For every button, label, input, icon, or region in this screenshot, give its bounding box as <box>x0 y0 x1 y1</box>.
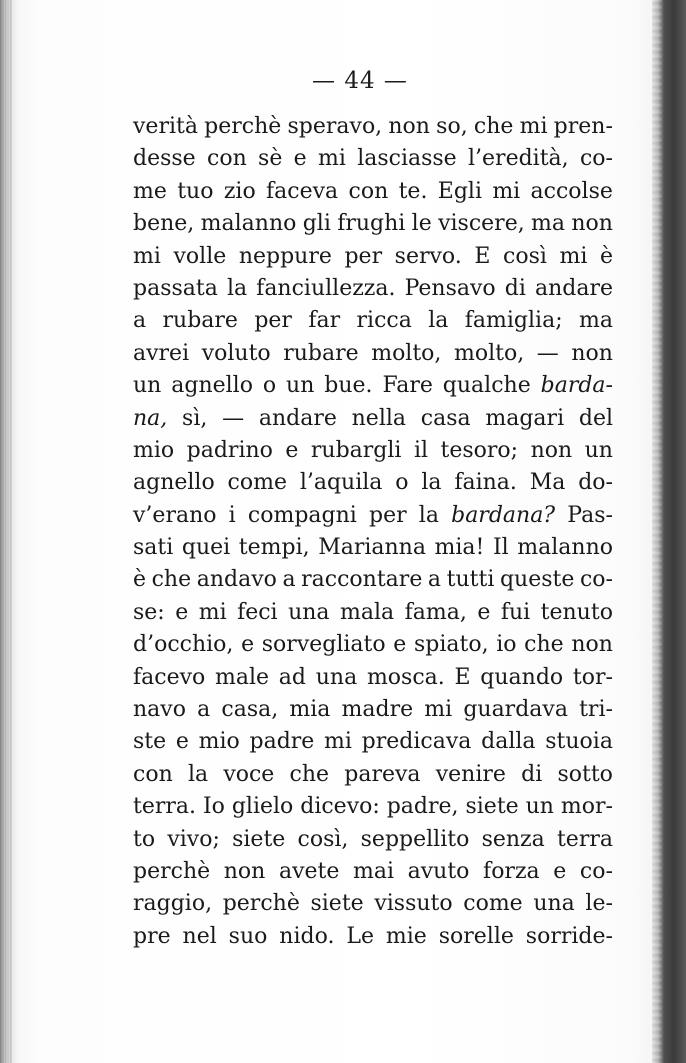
text-line <box>133 726 613 758</box>
word: che <box>151 567 192 593</box>
word: stuoia <box>545 729 613 755</box>
word: un <box>133 373 162 399</box>
word: mia! <box>434 535 485 561</box>
word: Io <box>202 794 225 820</box>
word: tesoro; <box>440 437 519 463</box>
word: Ma <box>529 470 566 496</box>
word: do- <box>578 470 613 496</box>
word: passata <box>133 275 218 301</box>
word: e <box>241 632 255 658</box>
word: terra <box>556 826 613 852</box>
text-line <box>133 759 613 791</box>
word: raccontare <box>301 567 423 593</box>
word: quando <box>480 664 564 690</box>
word: accolse <box>530 178 613 204</box>
word: co- <box>579 146 613 172</box>
text-line <box>133 208 613 240</box>
word: navo <box>133 697 186 723</box>
word: un <box>584 437 613 463</box>
word: è <box>133 567 147 593</box>
text-line <box>133 662 613 694</box>
text-line <box>133 500 613 532</box>
word: mi <box>424 697 453 723</box>
word: ricca <box>356 308 412 334</box>
word: viscere, <box>438 211 525 237</box>
word: forza <box>483 858 540 884</box>
word: Le <box>346 923 374 949</box>
word: Pas- <box>567 502 613 528</box>
word: una <box>288 599 330 625</box>
word: zio <box>223 178 256 204</box>
word: e <box>285 437 299 463</box>
word: far <box>308 308 341 334</box>
word: se: <box>133 599 165 625</box>
word: tenuto <box>540 599 613 625</box>
word: e <box>553 858 567 884</box>
word: mie <box>385 923 427 949</box>
word: non <box>571 340 613 366</box>
word: E <box>474 243 491 269</box>
word: tuo <box>177 178 214 204</box>
word: casa <box>420 405 471 431</box>
word: sorride- <box>525 923 613 949</box>
word: glielo <box>231 794 294 820</box>
word: malanno <box>200 211 297 237</box>
word: io <box>496 632 517 658</box>
word: sati <box>133 535 174 561</box>
text-line <box>133 824 613 856</box>
word: desse <box>133 146 196 172</box>
word: così <box>503 243 547 269</box>
word: gli <box>302 211 331 237</box>
text-line <box>133 564 613 596</box>
word: siete <box>310 891 364 917</box>
word: perchè <box>133 858 211 884</box>
page-number: — 44 — <box>312 68 408 94</box>
word: una <box>533 891 575 917</box>
word: e <box>477 599 491 625</box>
word: suo <box>228 923 268 949</box>
word: fui <box>500 599 531 625</box>
word: nido. <box>279 923 335 949</box>
word: malanno <box>517 535 613 561</box>
word: e <box>175 599 189 625</box>
word: agnello <box>133 470 215 496</box>
text-line <box>133 532 613 564</box>
word: mi <box>492 178 521 204</box>
word: so, <box>436 114 468 139</box>
text-line <box>133 143 613 175</box>
word: tri- <box>579 697 613 723</box>
word: faceva <box>266 178 339 204</box>
word: — <box>222 405 245 431</box>
word: o <box>262 373 277 399</box>
word: non <box>530 437 573 463</box>
word: o <box>395 470 409 496</box>
word: nel <box>182 923 217 949</box>
word: compagni <box>247 502 357 528</box>
word: voluto <box>201 340 271 366</box>
word: avuto <box>407 858 470 884</box>
word: te. <box>398 178 428 204</box>
word: qualche <box>442 373 531 399</box>
word: non <box>571 211 613 237</box>
word: avete <box>278 858 340 884</box>
word: le <box>411 211 432 237</box>
word: co- <box>579 858 613 884</box>
word: na, <box>133 405 168 431</box>
word: mala <box>340 599 395 625</box>
word: raggio, <box>133 891 213 917</box>
word: è <box>599 243 613 269</box>
word: di <box>521 761 543 787</box>
word: feci <box>237 599 278 625</box>
word: che <box>289 761 330 787</box>
word: ma <box>579 308 613 334</box>
word: bue. <box>324 373 373 399</box>
word: mi <box>198 599 227 625</box>
word: venire <box>435 761 506 787</box>
text-line <box>133 111 613 143</box>
word: bene, <box>133 211 195 237</box>
word: con <box>133 761 173 787</box>
book-spine-edge <box>652 0 686 1063</box>
word: siete <box>465 794 519 820</box>
word: dalla <box>481 729 536 755</box>
word: mio <box>133 437 175 463</box>
word: predicava <box>361 729 472 755</box>
word: — <box>536 340 559 366</box>
word: e <box>293 146 307 172</box>
word: mi <box>559 243 588 269</box>
word: e <box>393 632 407 658</box>
word: Egli <box>437 178 482 204</box>
text-line <box>133 791 613 823</box>
word: ma <box>531 211 566 237</box>
word: la <box>187 761 209 787</box>
text-line <box>133 403 613 435</box>
word: padrino <box>186 437 273 463</box>
word: di <box>504 275 526 301</box>
word: queste <box>499 567 575 593</box>
word: d’occhio, <box>133 632 234 658</box>
word: fanciullezza. <box>256 275 396 301</box>
word: faina. <box>454 470 517 496</box>
word: barda- <box>540 373 613 399</box>
text-line <box>133 370 613 402</box>
word: a <box>282 567 296 593</box>
word: rubare <box>162 308 238 334</box>
text-line <box>133 694 613 726</box>
word: agnello <box>171 373 253 399</box>
word: un <box>525 794 554 820</box>
word: terra. <box>133 794 197 820</box>
word: tor- <box>572 664 613 690</box>
word: le- <box>585 891 613 917</box>
word: per <box>368 502 407 528</box>
word: sotto <box>557 761 613 787</box>
word: a <box>427 567 442 593</box>
word: un <box>286 373 315 399</box>
text-line <box>133 273 613 305</box>
word: padre, <box>386 794 459 820</box>
word: nella <box>351 405 407 431</box>
word: frughi <box>337 211 406 237</box>
word: guardava <box>463 697 568 723</box>
word: mi <box>324 729 352 755</box>
word: v’erano <box>133 502 217 528</box>
word: fama, <box>404 599 467 625</box>
text-line <box>133 241 613 273</box>
word: sorelle <box>438 923 514 949</box>
word: magari <box>485 405 565 431</box>
word: molto, <box>454 340 525 366</box>
word: mai <box>353 858 395 884</box>
word: Fare <box>382 373 433 399</box>
word: Il <box>492 535 509 561</box>
word: perchè <box>222 891 300 917</box>
word: madre <box>341 697 414 723</box>
word: lasciasse <box>357 146 457 172</box>
word: mi <box>133 243 161 269</box>
word: andare <box>258 405 337 431</box>
word: una <box>315 664 358 690</box>
word: rubargli <box>310 437 402 463</box>
word: con <box>348 178 389 204</box>
word: voce <box>223 761 275 787</box>
word: i <box>228 502 236 528</box>
page-gutter-shadow <box>0 0 12 1063</box>
word: siete <box>232 826 286 852</box>
word: senza <box>481 826 545 852</box>
text-line <box>133 921 613 953</box>
word: come <box>463 891 523 917</box>
word: mor- <box>560 794 613 820</box>
text-line <box>133 888 613 920</box>
word: tempi, <box>238 535 310 561</box>
word: e <box>175 729 189 755</box>
word: rubare <box>283 340 359 366</box>
word: a <box>133 308 147 334</box>
word: mosca. <box>366 664 445 690</box>
word: seppellito <box>360 826 470 852</box>
word: co- <box>579 567 613 593</box>
word: Marianna <box>318 535 426 561</box>
word: non <box>571 632 613 658</box>
word: volle <box>173 243 227 269</box>
text-line <box>133 856 613 888</box>
word: facevo <box>133 664 206 690</box>
text-line <box>133 435 613 467</box>
word: mi <box>519 114 548 139</box>
text-line <box>133 176 613 208</box>
word: ste <box>133 729 167 755</box>
word: quei <box>181 535 231 561</box>
word: andare <box>534 275 613 301</box>
word: la <box>226 275 248 301</box>
text-line <box>133 629 613 661</box>
word: a <box>197 697 211 723</box>
word: con <box>207 146 247 172</box>
word: che <box>473 114 514 139</box>
word: non <box>223 858 266 884</box>
word: per <box>344 243 383 269</box>
word: servo. <box>394 243 462 269</box>
word: l’aquila <box>299 470 383 496</box>
word: Pensavo <box>404 275 496 301</box>
word: dicevo: <box>300 794 380 820</box>
word: perchè <box>204 114 282 139</box>
word: sì, <box>182 405 208 431</box>
word: per <box>254 308 292 334</box>
word: mi <box>317 146 346 172</box>
word: la <box>428 308 449 334</box>
word: il <box>413 437 429 463</box>
word: casa, <box>221 697 279 723</box>
word: neppure <box>238 243 332 269</box>
word: to <box>133 826 156 852</box>
word: come <box>227 470 287 496</box>
word: padre <box>249 729 315 755</box>
word: molto, <box>371 340 442 366</box>
text-line <box>133 597 613 629</box>
word: sè <box>258 146 283 172</box>
word: che <box>524 632 564 658</box>
word: tutti <box>446 567 495 593</box>
word: la <box>418 502 439 528</box>
word: vissuto <box>374 891 453 917</box>
text-line <box>133 467 613 499</box>
text-line <box>133 305 613 337</box>
word: così, <box>297 826 349 852</box>
word: verità <box>133 114 198 139</box>
body-text <box>133 111 613 953</box>
word: bardana? <box>451 502 556 528</box>
word: pre <box>133 923 171 949</box>
word: pren- <box>553 114 613 139</box>
text-line <box>133 338 613 370</box>
word: l’eredità, <box>468 146 569 172</box>
word: andavo <box>196 567 277 593</box>
word: famiglia; <box>464 308 563 334</box>
word: vivo; <box>167 826 220 852</box>
word: ad <box>278 664 306 690</box>
word: me <box>133 178 167 204</box>
word: del <box>578 405 613 431</box>
word: avrei <box>133 340 190 366</box>
word: male <box>215 664 270 690</box>
word: pareva <box>344 761 421 787</box>
word: non <box>388 114 430 139</box>
word: la <box>421 470 442 496</box>
word: E <box>454 664 471 690</box>
word: mia <box>289 697 331 723</box>
word: speravo, <box>287 114 383 139</box>
word: mio <box>198 729 240 755</box>
word: sorvegliato <box>261 632 386 658</box>
word: spiato, <box>413 632 489 658</box>
